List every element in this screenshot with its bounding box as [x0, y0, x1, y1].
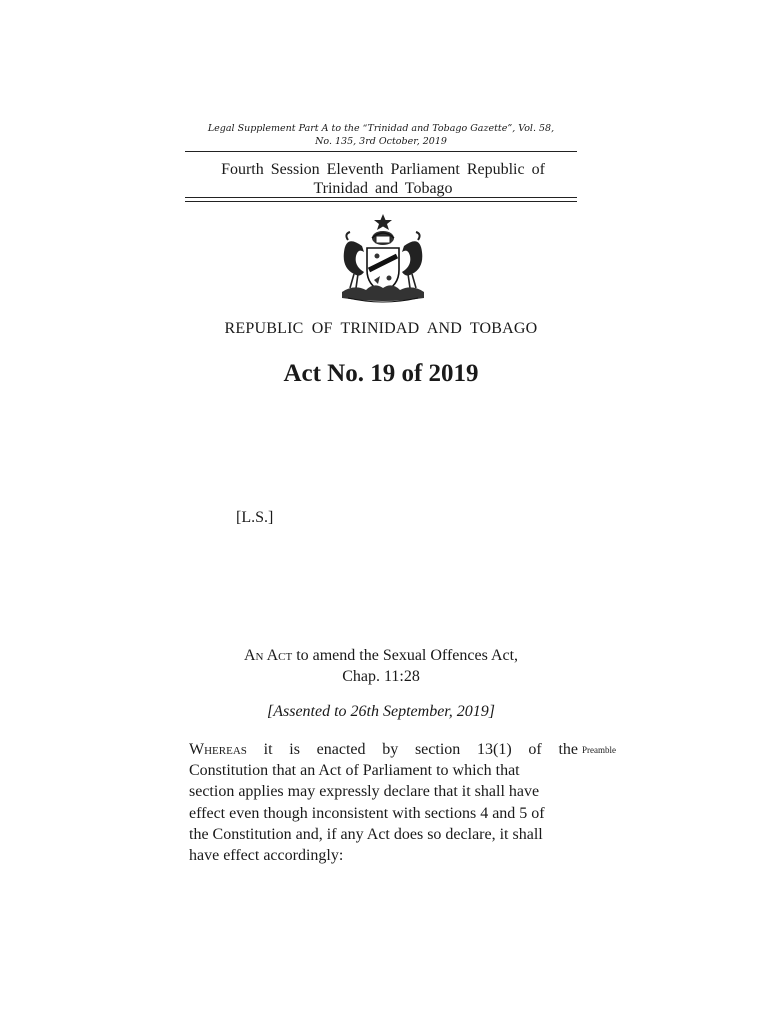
header-rule-double [185, 197, 577, 202]
preamble-margin-note: Preamble [582, 745, 616, 755]
long-title-chapter: Chap. 11:28 [342, 668, 420, 685]
preamble-line: Constitution that an Act of Parliament to which that [189, 762, 520, 780]
supplement-line-1: Legal Supplement Part A to the “Trinidad and Tobago Gazette”, Vol. 58, [207, 123, 555, 134]
whereas-word: Whereas [189, 741, 247, 758]
session-line-1: Fourth Session Eleventh Parliament Republic of [221, 161, 545, 178]
coat-of-arms-icon [334, 212, 432, 306]
republic-heading: REPUBLIC OF TRINIDAD AND TOBAGO [224, 320, 538, 337]
seal-marker: [L.S.] [236, 509, 274, 526]
long-title [185, 645, 577, 687]
gazette-supplement-reference [185, 122, 577, 148]
preamble-line-1-rest: it is enacted by section 13(1) of the [246, 741, 578, 758]
assent-date: [Assented to 26th September, 2019] [267, 703, 495, 720]
preamble-line: the Constitution and, if any Act does so declare, it shall [189, 825, 543, 843]
preamble-line-1 [189, 739, 578, 760]
session-heading [189, 160, 577, 198]
preamble-line: effect even though inconsistent with sections 4 and 5 of [189, 804, 545, 822]
session-line-2: Trinidad and Tobago [313, 180, 453, 197]
preamble-line: have effect accordingly: [189, 847, 344, 865]
supplement-line-2: No. 135, 3rd October, 2019 [315, 136, 447, 147]
long-title-text: to amend the Sexual Offences Act, [292, 647, 519, 664]
preamble-paragraph [189, 739, 578, 866]
preamble-line: section applies may expressly declare that it shall have [189, 783, 540, 801]
header-rule-top [185, 151, 577, 152]
act-number-title: Act No. 19 of 2019 [283, 360, 479, 387]
long-title-prefix: An Act [243, 647, 293, 664]
